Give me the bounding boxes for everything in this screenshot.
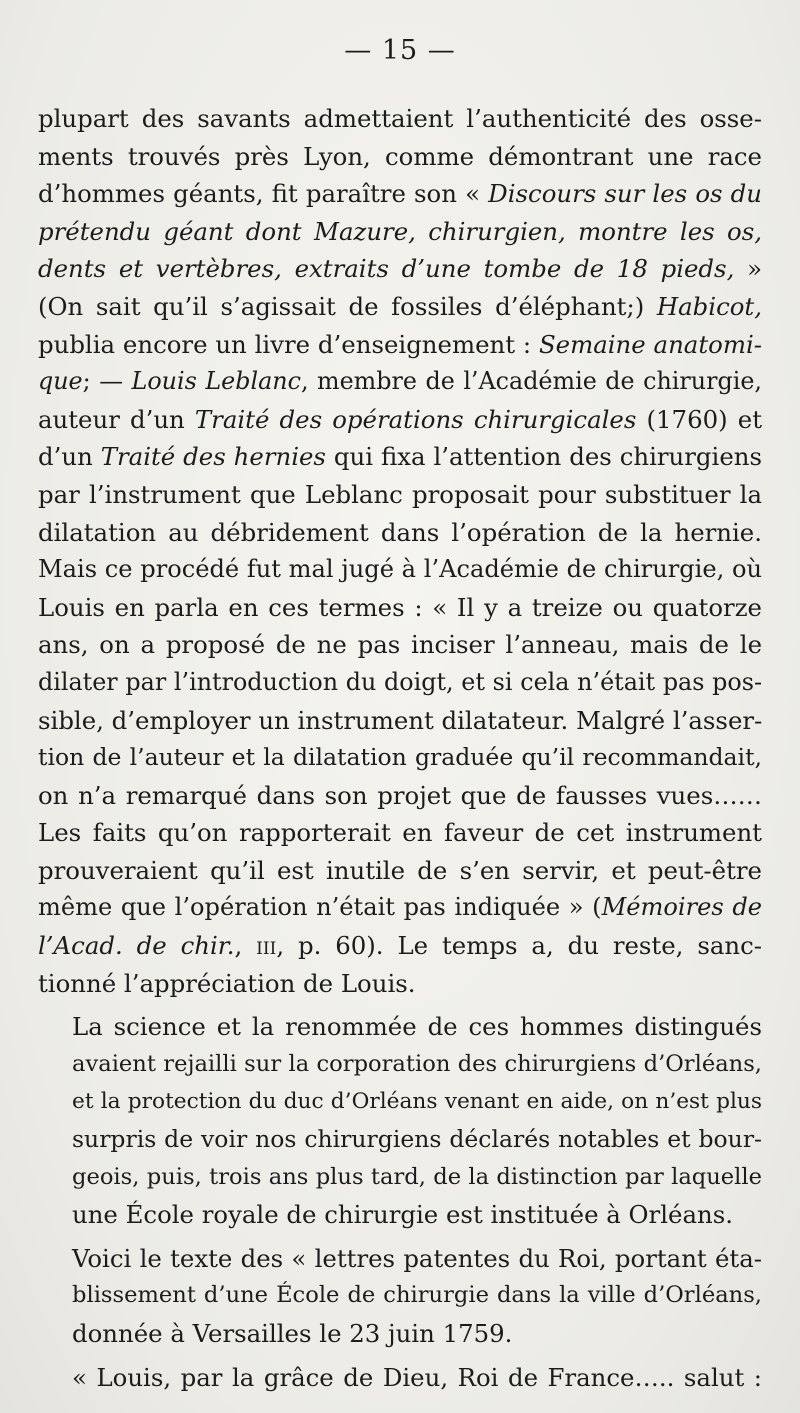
text-segment: donnée à Versailles le 23 juin 1759. bbox=[72, 1319, 513, 1348]
text-segment: geois, puis, trois ans plus tard, de la distinction par laquelle bbox=[72, 1163, 762, 1190]
paragraph bbox=[38, 1008, 762, 1234]
text-segment: Les faits qu’on rapporterait en faveur de cet instrument bbox=[38, 818, 762, 848]
text-line bbox=[38, 852, 762, 890]
text-segment: dilater par l’introduction du doigt, et si cela n’était pas pos- bbox=[38, 667, 762, 696]
text-segment: , p. 60). Le temps a, du reste, sanc- bbox=[276, 931, 762, 961]
text-line bbox=[38, 777, 762, 815]
text-line bbox=[38, 1083, 762, 1121]
text-segment: La science et la renommée de ces hommes distingués bbox=[72, 1012, 762, 1042]
text-segment: tion de l’auteur et la dilatation graduée qu’il recommandait, bbox=[38, 743, 762, 772]
text-segment: , membre de l’Académie de chirurgie, bbox=[300, 367, 762, 396]
text-segment: surpris de voir nos chirurgiens déclarés notables et bour- bbox=[72, 1125, 762, 1154]
text-line bbox=[38, 476, 762, 514]
text-line bbox=[38, 927, 762, 965]
text-segment: qui fixa l’attention des chirurgiens bbox=[325, 442, 762, 472]
text-segment: d’un bbox=[38, 442, 101, 472]
text-segment: et la protection du duc d’Orléans venant en aide, on n’est plus bbox=[72, 1089, 762, 1115]
paragraph bbox=[38, 100, 762, 1002]
text-line bbox=[38, 739, 762, 777]
text-line bbox=[38, 702, 762, 740]
page-number: — 15 — bbox=[344, 35, 456, 66]
text-segment: plupart des savants admettaient l’authenticité des osse- bbox=[38, 104, 762, 133]
text-segment: blissement d’une École de chirurgie dans la ville d’Orléans, bbox=[72, 1282, 762, 1309]
text-segment: ; — bbox=[82, 367, 132, 396]
text-line bbox=[38, 1008, 762, 1046]
text-segment: « Louis, par la grâce de Dieu, Roi de France….. salut : bbox=[72, 1362, 762, 1392]
text-line bbox=[38, 1046, 762, 1084]
text-segment: (On sait qu’il s’agissait de fossiles d’éléphant;) bbox=[38, 291, 657, 321]
italic-text: Habicot, bbox=[656, 291, 762, 321]
text-segment: même que l’opération n’était pas indiquée » ( bbox=[38, 893, 602, 922]
italic-text: Louis Leblanc bbox=[131, 367, 301, 396]
text-line bbox=[38, 1277, 762, 1315]
paragraph bbox=[38, 1240, 762, 1353]
text-line bbox=[38, 250, 762, 288]
italic-text: l’Acad. de chir. bbox=[38, 931, 235, 961]
text-line bbox=[38, 326, 762, 364]
text-line bbox=[38, 1196, 762, 1234]
text-line bbox=[38, 814, 762, 852]
text-line bbox=[38, 438, 762, 476]
italic-text: dents et vertèbres, extraits d’une tombe de 18 pieds, bbox=[38, 254, 735, 284]
text-segment: par l’instrument que Leblanc proposait pour substituer la bbox=[38, 479, 762, 509]
text-line bbox=[38, 100, 762, 138]
text-line bbox=[38, 626, 762, 664]
text-segment: tionné l’appréciation de Louis. bbox=[38, 968, 416, 998]
text-segment: sible, d’employer un instrument dilatateur. Malgré l’asser- bbox=[38, 705, 763, 735]
italic-text: Discours sur les os du bbox=[488, 179, 762, 209]
text-line bbox=[38, 1315, 762, 1353]
text-line bbox=[38, 401, 762, 439]
text-segment: Louis en parla en ces termes : « Il y a treize ou quatorze bbox=[38, 592, 762, 622]
text-line bbox=[38, 551, 762, 589]
text-line bbox=[38, 1240, 762, 1278]
text-segment: » bbox=[734, 254, 762, 284]
text-segment: Mais ce procédé fut mal jugé à l’Académie de chirurgie, où bbox=[38, 555, 762, 584]
body-text bbox=[38, 100, 762, 1396]
text-segment: avaient rejailli sur la corporation des chirurgiens d’Orléans, bbox=[72, 1050, 762, 1077]
text-line bbox=[38, 514, 762, 552]
text-line bbox=[38, 965, 762, 1003]
italic-text: prétendu géant dont Mazure, chirurgien, montre les os, bbox=[38, 216, 762, 246]
text-segment: prouveraient qu’il est inutile de s’en servir, et peut-être bbox=[38, 855, 762, 885]
text-segment: d’hommes géants, fit paraître son « bbox=[38, 179, 489, 209]
text-segment: publia encore un livre d’enseignement : bbox=[38, 329, 539, 359]
text-line bbox=[38, 213, 762, 251]
text-segment: une École royale de chirurgie est instituée à Orléans. bbox=[72, 1200, 733, 1230]
text-segment: ans, on a proposé de ne pas inciser l’anneau, mais de le bbox=[38, 630, 762, 660]
text-line bbox=[38, 138, 762, 176]
text-line bbox=[38, 1359, 762, 1397]
text-line bbox=[38, 664, 762, 702]
text-line bbox=[38, 589, 762, 627]
italic-text: Semaine anatomi- bbox=[538, 329, 762, 359]
text-segment: (1760) et bbox=[636, 404, 762, 434]
paragraph bbox=[38, 1359, 762, 1397]
text-segment: auteur d’un bbox=[38, 404, 195, 434]
text-line bbox=[38, 1159, 762, 1197]
text-line bbox=[38, 363, 762, 401]
text-segment: iii bbox=[256, 931, 277, 961]
text-segment: , bbox=[234, 931, 257, 961]
text-segment: Voici le texte des « lettres patentes du Roi, portant éta- bbox=[72, 1243, 762, 1273]
text-line bbox=[38, 1121, 762, 1159]
italic-text: Traité des hernies bbox=[100, 442, 326, 472]
text-segment: on n’a remarqué dans son projet que de fausses vues…… bbox=[38, 780, 762, 810]
text-segment: ments trouvés près Lyon, comme démontrant une race bbox=[38, 141, 762, 171]
text-line bbox=[38, 288, 762, 326]
text-line bbox=[38, 175, 762, 213]
italic-text: que bbox=[38, 367, 83, 396]
text-line bbox=[38, 889, 762, 927]
text-segment: dilatation au débridement dans l’opération de la hernie. bbox=[38, 517, 762, 547]
italic-text: Traité des opérations chirurgicales bbox=[194, 404, 637, 434]
italic-text: Mémoires de bbox=[601, 893, 763, 922]
